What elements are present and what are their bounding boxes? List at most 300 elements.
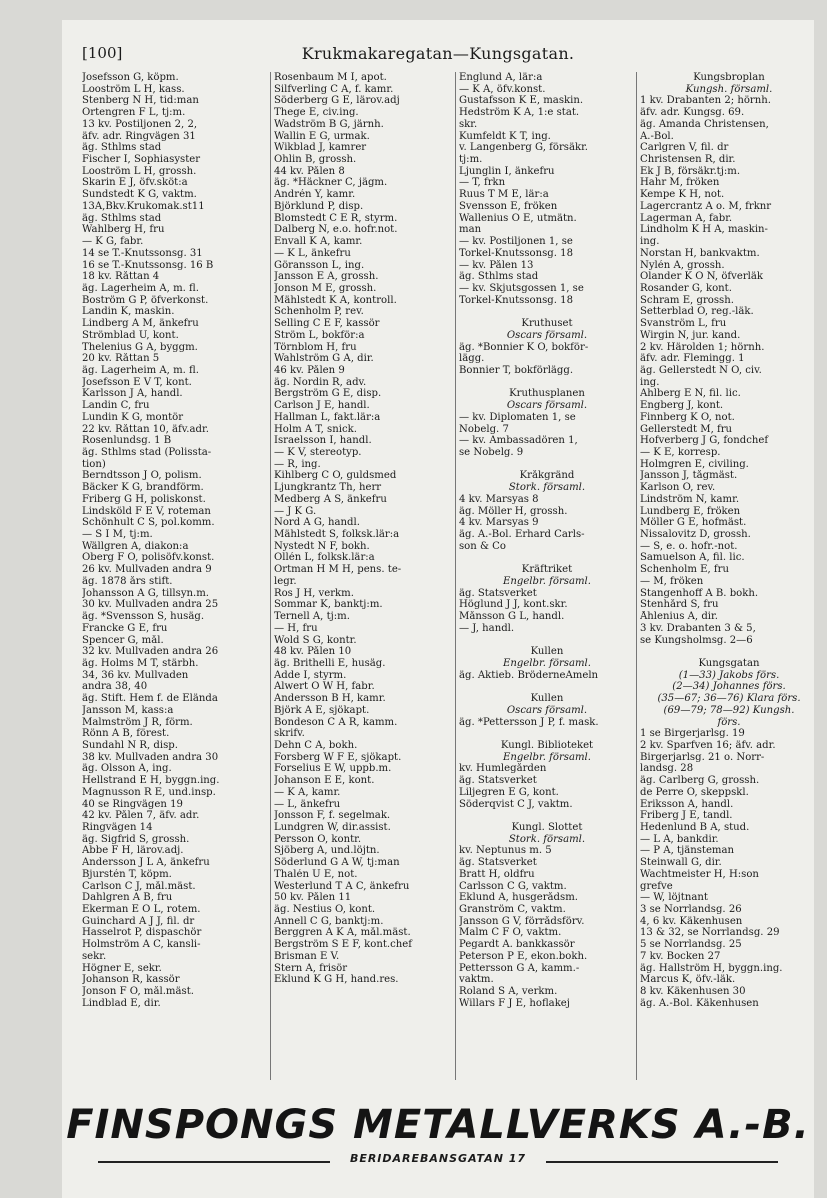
- directory-entry: Wallin E G, urmak.: [274, 130, 370, 142]
- directory-entry: äfv. adr. Flemingg. 1: [640, 353, 745, 365]
- directory-entry: Torkel-Knutssonsg. 18: [459, 294, 574, 306]
- directory-entry: — kv. Skjutsgossen 1, se: [459, 282, 584, 294]
- directory-entry: Johanson E E, kont.: [274, 775, 375, 787]
- directory-entry: Skarin E J, öfv.sköt:a: [82, 177, 188, 189]
- directory-entry: Wahlberg H, fru: [82, 224, 165, 236]
- directory-entry: [459, 459, 635, 471]
- directory-entry: Josefsson E V T, kont.: [82, 376, 192, 388]
- directory-entry: ing.: [640, 376, 660, 388]
- directory-entry: Rosenlundsg. 1 B: [82, 435, 172, 447]
- directory-entry: — R, ing.: [274, 458, 321, 470]
- directory-entry: äg. Sigfrid S, grossh.: [82, 833, 190, 845]
- directory-entry: 32 kv. Mullvaden andra 26: [82, 646, 219, 658]
- directory-entry: Bergström S E F, kont.chef: [274, 939, 412, 951]
- directory-entry: Månsson G L, handl.: [459, 611, 565, 623]
- directory-entry: Lindström N, kamr.: [640, 493, 740, 505]
- directory-entry: Englund A, lär:a: [459, 72, 543, 83]
- directory-entry: Strömblad U, kont.: [82, 329, 179, 341]
- directory-entry: äg. Amanda Christensen,: [640, 118, 769, 130]
- directory-entry: Eriksson A, handl.: [640, 798, 734, 810]
- directory-entry: Granström C, vaktm.: [459, 904, 566, 916]
- directory-entry: Hedström K A, 1:e stat.: [459, 107, 580, 119]
- directory-entry: äfv. adr. Kungsg. 69.: [640, 107, 745, 119]
- directory-entry: Eklund A, husgerådsm.: [459, 892, 578, 904]
- directory-entry: — K A, kamr.: [274, 786, 341, 798]
- street-heading: Kullen: [530, 693, 564, 705]
- directory-entry: [459, 681, 635, 693]
- directory-entry: de Perre O, skeppskl.: [640, 786, 749, 798]
- directory-entry: Brisman E V.: [274, 950, 340, 962]
- directory-entry: äg. Lagerheim A, m. fl.: [82, 282, 199, 294]
- directory-entry: Hofverberg J G, fondchef: [640, 435, 769, 447]
- directory-entry: Jansson M, kass:a: [82, 704, 174, 716]
- directory-entry: — S I M, tj:m.: [82, 529, 153, 541]
- directory-entry: — kv. Pålen 13: [459, 259, 534, 271]
- directory-entry: Lagerman A, fabr.: [640, 212, 733, 224]
- directory-entry: Karlson O, rev.: [640, 482, 716, 494]
- parish-label: Stork. församl.: [508, 833, 586, 845]
- parish-label: (1—33) Jakobs förs.: [678, 669, 780, 681]
- directory-entry: Sundahl N R, disp.: [82, 739, 178, 751]
- directory-entry: äg. Möller H, grossh.: [459, 505, 568, 517]
- directory-entry: Holm A T, snick.: [274, 423, 357, 435]
- directory-entry: Wallenius O E, utmätn.: [459, 212, 577, 224]
- directory-entry: 5 se Norrlandsg. 25: [640, 939, 742, 951]
- directory-entry: Forselius E W, uppb.m.: [274, 763, 392, 775]
- directory-entry: 34, 36 kv. Mullvaden: [82, 669, 189, 681]
- directory-entry: Looström L H, grossh.: [82, 165, 197, 177]
- directory-entry: ing.: [640, 236, 660, 248]
- directory-entry: äfv. adr. Ringvägen 31: [82, 130, 196, 142]
- directory-entry: Ek J B, försäkr.tj:m.: [640, 165, 741, 177]
- directory-entry: Birgerjarlsg. 21 o. Norr-: [640, 751, 765, 763]
- directory-entry: äg. Statsverket: [459, 587, 537, 599]
- directory-entry: Finnberg K O, not.: [640, 411, 735, 423]
- directory-entry: 42 kv. Pålen 7, äfv. adr.: [82, 810, 200, 822]
- directory-entry: Ekerman E O L, rotem.: [82, 904, 201, 916]
- directory-entry: Jansson E A, grossh.: [274, 271, 379, 283]
- directory-entry: Jansson J, tågmäst.: [640, 470, 738, 482]
- directory-entry: 1 kv. Drabanten 2; hörnh.: [640, 95, 771, 107]
- directory-entry: Thelenius G A, byggm.: [82, 341, 198, 353]
- parish-label: Oscars församl.: [506, 329, 588, 341]
- directory-entry: Wahlström G A, dir.: [274, 353, 374, 365]
- directory-entry: Sommar K, banktj:m.: [274, 599, 383, 611]
- directory-entry: Boström G P, öfverkonst.: [82, 294, 209, 306]
- directory-entry: Svensson E, fröken: [459, 200, 558, 212]
- directory-entry: äg. Sthlms stad: [82, 142, 162, 154]
- directory-entry: 50 kv. Pålen 11: [274, 892, 352, 904]
- directory-entry: Medberg A S, änkefru: [274, 493, 387, 505]
- directory-entry: Holmström A C, kansli-: [82, 939, 201, 951]
- directory-entry: — K E, korresp.: [640, 447, 721, 458]
- directory-entry: Malmström J R, förm.: [82, 716, 193, 728]
- directory-entry: Sundstedt K G, vaktm.: [82, 189, 197, 201]
- parish-label: Oscars församl.: [506, 704, 588, 716]
- directory-entry: äg. Hallström H, byggn.ing.: [640, 962, 783, 974]
- directory-entry: Roland S A, verkm.: [459, 986, 558, 998]
- directory-entry: Landin C, fru: [82, 400, 150, 412]
- directory-entry: andra 38, 40: [82, 681, 148, 693]
- directory-entry: [640, 646, 818, 658]
- page-header: [62, 44, 814, 66]
- directory-entry: Nylén A, grossh.: [640, 259, 725, 271]
- directory-entry: 3 se Norrlandsg. 26: [640, 904, 742, 916]
- directory-entry: äg. 1878 års stift.: [82, 575, 173, 587]
- directory-entry: Sjöberg A, und.löjtn.: [274, 845, 380, 857]
- directory-entry: Magnusson R E, und.insp.: [82, 786, 216, 798]
- directory-entry: Karlsson J A, handl.: [82, 388, 183, 400]
- directory-entry: Liljegren E G, kont.: [459, 786, 559, 798]
- directory-entry: Carlgren V, fil. dr: [640, 142, 729, 154]
- directory-entry: Hallman L, fakt.lär:a: [274, 411, 381, 423]
- directory-entry: Jonson F O, mål.mäst.: [82, 986, 194, 998]
- directory-entry: Fischer I, Sophiasyster: [82, 154, 201, 166]
- directory-entry: 13A,Bkv.Krukomak.st11: [82, 200, 205, 212]
- directory-entry: 46 kv. Pålen 9: [274, 364, 345, 376]
- directory-page: [62, 20, 814, 1198]
- directory-entry: Alwert O W H, fabr.: [274, 681, 375, 693]
- directory-entry: Svanström L, fru: [640, 318, 727, 330]
- advertisement-rule-right: [546, 1161, 778, 1163]
- directory-entry: — kv. Diplomaten 1, se: [459, 411, 576, 423]
- directory-entry: Bonnier T, bokförlägg.: [459, 364, 574, 376]
- directory-entry: Annell C G, banktj:m.: [274, 915, 384, 927]
- directory-entry: Josefsson G, köpm.: [82, 72, 179, 83]
- directory-entry: Israelsson I, handl.: [274, 435, 372, 447]
- directory-entry: Andrén Y, kamr.: [274, 189, 356, 201]
- parish-label: Engelbr. församl.: [503, 751, 591, 763]
- directory-entry: Björk A E, sjökapt.: [274, 704, 370, 716]
- directory-entry: Jansson G V, förrådsförv.: [459, 915, 585, 927]
- directory-entry: Rosenbaum M I, apot.: [274, 72, 387, 83]
- directory-entry: — J K G.: [274, 505, 317, 517]
- directory-entry: äg. A.-Bol. Käkenhusen: [640, 997, 759, 1009]
- directory-entry: Steinwall G, dir.: [640, 857, 722, 869]
- directory-entry: Willars F J E, hoflakej: [459, 997, 570, 1009]
- directory-entry: lägg.: [459, 353, 485, 365]
- directory-entry: Gustafsson K E, maskin.: [459, 95, 584, 107]
- directory-entry: Looström L H, kass.: [82, 83, 185, 95]
- directory-column-2: [270, 72, 454, 1080]
- directory-entry: [459, 552, 635, 564]
- directory-entry: äg. *Häckner C, jägm.: [274, 177, 388, 189]
- directory-entry: 4, 6 kv. Käkenhusen: [640, 915, 743, 927]
- directory-entry: Nord A G, handl.: [274, 517, 360, 529]
- directory-entry: äg. *Svensson S, husäg.: [82, 611, 205, 623]
- street-heading: Kräftriket: [521, 564, 573, 576]
- directory-entry: Wachtmeister H, H:son: [640, 868, 759, 880]
- directory-entry: Setterblad O, reg.-läk.: [640, 306, 754, 318]
- advertisement-banner: [62, 1102, 814, 1165]
- directory-entry: äg. Statsverket: [459, 857, 537, 869]
- directory-entry: Ros J H, verkm.: [274, 587, 354, 599]
- directory-entry: Rönn A B, förest.: [82, 728, 170, 740]
- directory-column-4: [636, 72, 818, 1080]
- directory-entry: se Nobelg. 9: [459, 447, 524, 458]
- directory-entry: Torkel-Knutssonsg. 18: [459, 247, 574, 259]
- parish-label: Stork. församl.: [508, 482, 586, 494]
- directory-entry: 1 se Birgerjarlsg. 19: [640, 728, 745, 740]
- street-heading: Kungl. Biblioteket: [500, 739, 594, 751]
- directory-entry: 7 kv. Bocken 27: [640, 950, 721, 962]
- directory-entry: Högner E, sekr.: [82, 962, 162, 974]
- directory-entry: landsg. 28: [640, 763, 694, 775]
- directory-entry: Mählstedt K A, kontroll.: [274, 294, 397, 306]
- directory-entry: — W, löjtnant: [640, 892, 708, 904]
- directory-entry: Ahlberg E N, fil. lic.: [640, 388, 741, 400]
- directory-column-1: [82, 72, 267, 1080]
- directory-entry: kv. Humlegården: [459, 763, 547, 775]
- directory-entry: 2 kv. Härolden 1; hörnh.: [640, 341, 765, 353]
- directory-entry: 22 kv. Råttan 10, äfv.adr.: [82, 423, 209, 435]
- directory-entry: Bondeson C A R, kamm.: [274, 716, 398, 728]
- directory-entry: Johansson A G, tillsyn.m.: [82, 587, 210, 599]
- directory-entry: Spencer G, mål.: [82, 634, 164, 646]
- directory-entry: Örtengren F L, tj:m.: [82, 107, 186, 119]
- parish-label: Engelbr. församl.: [503, 575, 591, 587]
- directory-entry: Lagercrantz A o. M, frknr: [640, 200, 772, 212]
- directory-entry: Berndtsson J O, polism.: [82, 470, 202, 482]
- directory-entry: Schenholm E, fru: [640, 564, 729, 576]
- directory-entry: äg. Lagerheim A, m. fl.: [82, 364, 199, 376]
- directory-entry: Olander K O N, öfverläk: [640, 271, 764, 283]
- directory-entry: Bergström G E, disp.: [274, 388, 382, 400]
- directory-entry: Landin K, maskin.: [82, 306, 175, 318]
- directory-entry: Pettersson G A, kamm.-: [459, 962, 580, 974]
- directory-entry: skrifv.: [274, 728, 305, 740]
- directory-entry: Thalén U E, not.: [274, 868, 358, 880]
- directory-entry: Peterson P E, ekon.bokh.: [459, 950, 588, 962]
- directory-entry: Ruus T M E, lär:a: [459, 189, 549, 201]
- directory-entry: Schram E, grossh.: [640, 294, 734, 306]
- directory-entry: Berggren A K A, mål.mäst.: [274, 927, 411, 939]
- directory-entry: v. Langenberg G, försäkr.: [459, 142, 589, 154]
- directory-column-3: [455, 72, 635, 1080]
- directory-entry: 13 kv. Postiljonen 2, 2,: [82, 118, 198, 130]
- directory-entry: äg. Carlberg G, grossh.: [640, 775, 760, 787]
- directory-entry: Friberg G H, poliskonst.: [82, 493, 206, 505]
- directory-entry: Lundin K G, montör: [82, 411, 184, 423]
- directory-entry: 8 kv. Käkenhusen 30: [640, 986, 746, 998]
- directory-entry: äg. Nordin R, adv.: [274, 376, 367, 388]
- directory-entry: vaktm.: [459, 974, 494, 986]
- directory-entry: Stangenhoff A B. bokh.: [640, 587, 759, 599]
- directory-entry: Persson O, kontr.: [274, 833, 362, 845]
- directory-entry: äg. Sthlms stad: [459, 271, 539, 283]
- advertisement-title: FINSPONGS METALLVERKS A.-B.: [66, 1102, 810, 1148]
- directory-entry: Wadström B G, järnh.: [274, 118, 384, 130]
- directory-entry: Lindblad E, dir.: [82, 997, 161, 1009]
- directory-entry: 16 se T.-Knutssonsg. 16 B: [82, 259, 214, 271]
- directory-entry: Ström L, bokför:a: [274, 329, 365, 341]
- street-heading: Kruthuset: [521, 318, 573, 330]
- directory-entry: Holmgren E, civiling.: [640, 458, 749, 470]
- directory-entry: Samuelson A, fil. lic.: [640, 552, 745, 564]
- directory-entry: Jonson M E, grossh.: [274, 282, 377, 294]
- directory-entry: kv. Neptunus m. 5: [459, 845, 552, 857]
- directory-entry: Bäcker K G, brandförm.: [82, 482, 204, 494]
- parish-label: (35—67; 36—76) Klara förs.: [657, 693, 801, 705]
- directory-entry: A.-Bol.: [640, 130, 674, 142]
- directory-entry: — kv. Ambassadören 1,: [459, 435, 578, 447]
- directory-entry: Forsberg W F E, sjökapt.: [274, 751, 402, 763]
- directory-entry: Engberg J, kont.: [640, 400, 724, 412]
- directory-entry: äg. Stift. Hem f. de Elända: [82, 693, 218, 705]
- directory-entry: Jonsson F, f. segelmak.: [274, 810, 391, 822]
- directory-columns: [82, 72, 814, 1080]
- directory-entry: Johanson R, kassör: [82, 974, 180, 986]
- directory-entry: äg. Aktieb. BröderneAmeln: [459, 669, 599, 681]
- directory-entry: Björklund P, disp.: [274, 200, 364, 212]
- directory-entry: grefve: [640, 880, 673, 892]
- directory-entry: 3 kv. Drabanten 3 & 5,: [640, 622, 756, 634]
- directory-entry: äg. *Bonnier K O, bokför-: [459, 341, 589, 353]
- directory-entry: Pegardt A. bankkassör: [459, 939, 575, 951]
- directory-entry: — L A, bankdir.: [640, 833, 719, 845]
- street-heading: Kungsgatan: [698, 657, 760, 669]
- directory-entry: [459, 635, 635, 647]
- directory-entry: äg. *Pettersson J P, f. mask.: [459, 716, 599, 728]
- directory-entry: 26 kv. Mullvaden andra 9: [82, 564, 212, 576]
- directory-entry: [459, 728, 635, 740]
- directory-entry: Höglund J J, kont.skr.: [459, 599, 568, 611]
- directory-entry: — K V, stereotyp.: [274, 447, 362, 458]
- directory-entry: Nobelg. 7: [459, 423, 509, 435]
- directory-entry: — J, handl.: [459, 622, 515, 634]
- directory-entry: — T, frkn: [459, 177, 506, 189]
- directory-entry: [459, 377, 635, 389]
- parish-label: (69—79; 78—92) Kungsh.: [663, 704, 795, 716]
- directory-entry: Hedenlund B A, stud.: [640, 822, 750, 833]
- directory-entry: se Kungsholmsg. 2—6: [640, 634, 753, 646]
- directory-entry: 38 kv. Mullvaden andra 30: [82, 751, 219, 763]
- directory-entry: Adde I, styrm.: [274, 669, 347, 681]
- directory-entry: Bratt H, oldfru: [459, 868, 535, 880]
- directory-entry: 30 kv. Mullvaden andra 25: [82, 599, 219, 611]
- directory-entry: Christensen R, dir.: [640, 154, 736, 166]
- directory-entry: Abbe F H, lärov.adj.: [82, 845, 184, 857]
- directory-entry: Carlson C J, mål.mäst.: [82, 880, 196, 892]
- directory-entry: Törnblom H, fru: [274, 341, 357, 353]
- directory-entry: — K L, änkefru: [274, 247, 351, 259]
- directory-entry: Öberg F O, polisöfv.konst.: [82, 552, 215, 564]
- directory-entry: Bjurstén T, köpm.: [82, 868, 172, 880]
- directory-entry: Hahr M, fröken: [640, 177, 720, 189]
- directory-entry: Ortman H M H, pens. te-: [274, 564, 402, 576]
- directory-entry: Göransson L, ing.: [274, 259, 365, 271]
- directory-entry: Selling C E F, kassör: [274, 318, 380, 330]
- directory-entry: Guinchard A J J, fil. dr: [82, 915, 195, 927]
- parish-label: förs.: [717, 716, 741, 728]
- directory-entry: äg. A.-Bol. Erhard Carls-: [459, 529, 585, 541]
- directory-entry: äg. Olsson A, ing.: [82, 763, 172, 775]
- street-heading: Kungsbroplan: [693, 72, 765, 83]
- directory-entry: sekr.: [82, 950, 107, 962]
- directory-entry: Rosander G, kont.: [640, 282, 732, 294]
- directory-entry: man: [459, 224, 482, 236]
- directory-entry: Wold S G, kontr.: [274, 634, 357, 646]
- street-heading: Kråkgränd: [519, 470, 575, 482]
- directory-entry: Wirgin N, jur. kand.: [640, 329, 741, 341]
- directory-entry: Friberg J E, tandl.: [640, 810, 733, 822]
- directory-entry: Wikblad J, kamrer: [274, 142, 367, 154]
- directory-entry: Norstan H, bankvaktm.: [640, 247, 760, 259]
- directory-entry: äg. Gellerstedt N O, civ.: [640, 364, 762, 376]
- directory-entry: Lundberg E, fröken: [640, 505, 741, 517]
- directory-entry: Ljunglin I, änkefru: [459, 165, 555, 177]
- street-heading: Kungl. Slottet: [511, 822, 583, 833]
- directory-entry: Dahlgren A B, fru: [82, 892, 173, 904]
- directory-entry: Schenholm P, rev.: [274, 306, 364, 318]
- directory-entry: Ternell A, tj:m.: [274, 611, 350, 623]
- directory-entry: äg. Nestius O, kont.: [274, 904, 376, 916]
- directory-entry: skr.: [459, 118, 478, 130]
- directory-entry: Hasselrot P, dispaschör: [82, 927, 202, 939]
- directory-entry: — L, änkefru: [274, 798, 341, 810]
- directory-entry: Dehn C A, bokh.: [274, 739, 358, 751]
- directory-entry: Wällgren A, diakon:a: [82, 540, 189, 552]
- page-number: [100]: [82, 44, 123, 62]
- directory-entry: Ringvägen 14: [82, 822, 153, 833]
- directory-entry: Åhlenius A, dir.: [640, 611, 718, 623]
- parish-label: Oscars församl.: [506, 400, 588, 412]
- page-title: Krukmakaregatan—Kungsgatan.: [301, 44, 575, 63]
- directory-entry: Silfverling C A, f. kamr.: [274, 83, 394, 95]
- directory-entry: 44 kv. Pålen 8: [274, 165, 345, 177]
- directory-entry: legr.: [274, 575, 297, 587]
- directory-entry: Carlsson C G, vaktm.: [459, 880, 567, 892]
- directory-entry: Hellstrand E H, byggn.ing.: [82, 775, 220, 787]
- directory-entry: 4 kv. Marsyas 9: [459, 517, 539, 529]
- directory-entry: äg. Brithelli E, husäg.: [274, 657, 386, 669]
- directory-entry: 48 kv. Pålen 10: [274, 646, 352, 658]
- directory-entry: Westerlund T A C, änkefru: [274, 880, 410, 892]
- directory-entry: — S, e. o. hofr.-not.: [640, 540, 738, 552]
- parish-label: Kungsh. församl.: [685, 83, 773, 95]
- directory-entry: Öhlin B, grossh.: [274, 154, 357, 166]
- directory-entry: Eklund K G H, hand.res.: [274, 974, 399, 986]
- advertisement-subtitle: BERIDAREBANSGATAN 17: [349, 1152, 527, 1165]
- directory-entry: Lindsköld F E V, roteman: [82, 505, 211, 517]
- directory-entry: Stenberg N H, tid:man: [82, 95, 199, 107]
- street-heading: Kullen: [530, 646, 564, 658]
- directory-entry: 18 kv. Råttan 4: [82, 271, 160, 283]
- directory-entry: 14 se T.-Knutssonsg. 31: [82, 247, 203, 259]
- directory-entry: äg. Statsverket: [459, 775, 537, 787]
- directory-entry: — kv. Postiljonen 1, se: [459, 236, 573, 248]
- directory-entry: Lundgren W, dir.assist.: [274, 822, 391, 833]
- directory-entry: Ollén L, folksk.lär:a: [274, 552, 375, 564]
- directory-entry: 40 se Ringvägen 19: [82, 798, 183, 810]
- directory-entry: Francke G E, fru: [82, 622, 168, 634]
- directory-entry: Nissalovitz D, grossh.: [640, 529, 751, 541]
- directory-entry: Carlson J E, handl.: [274, 400, 370, 412]
- directory-entry: Marcus K, öfv.-läk.: [640, 974, 736, 986]
- directory-entry: Söderqvist C J, vaktm.: [459, 798, 573, 810]
- directory-entry: Andersson B H, kamr.: [274, 693, 386, 705]
- directory-entry: Malm C F O, vaktm.: [459, 927, 562, 939]
- directory-entry: Blomstedt C E R, styrm.: [274, 212, 398, 224]
- directory-entry: Schönhult C S, pol.komm.: [82, 517, 215, 529]
- directory-entry: Stern A, frisör: [274, 962, 348, 974]
- directory-entry: tion): [82, 458, 106, 470]
- directory-entry: äg. Holms M T, stärbh.: [82, 657, 199, 669]
- directory-entry: Ljungkrantz Th, herr: [274, 482, 382, 494]
- directory-entry: Möller G E, hofmäst.: [640, 517, 747, 529]
- directory-entry: Dalberg N, e.o. hofr.not.: [274, 224, 398, 236]
- directory-entry: Envall K A, kamr.: [274, 236, 363, 248]
